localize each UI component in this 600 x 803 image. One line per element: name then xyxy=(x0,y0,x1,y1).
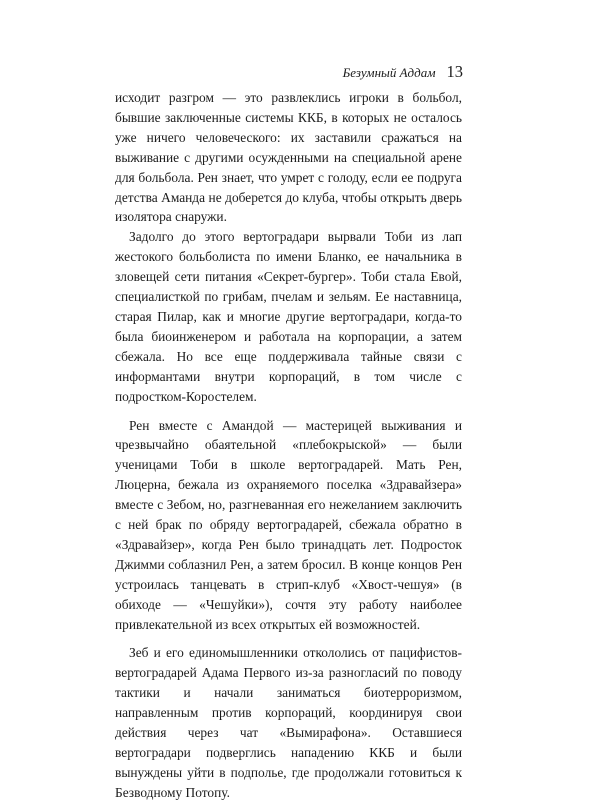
paragraph-4: Зеб и его единомышленники откололись от пацифистов-вертоградарей Адама Первого из-за разногласий по поводу тактики и начали заниматься биотерроризмом, направленным против корпораций, координируя свои действия через чат «Вымирафона». Оставшиеся вертоградари подверглись нападению ККБ и были вынуждены уйти в подполье, где продолжали готовиться к Безводному Потопу. xyxy=(115,645,462,800)
paragraph-2: Задолго до этого вертоградари вырвали Тоби из лап жестокого больболиста по имени Бланко, ее начальника в зловещей сети питания «Секрет-бургер». Тоби стала Евой, специалисткой по грибам, пчелам и зельям. Ее наставница, старая Пилар, как и многие другие вертоградари, когда-то была биоинженером и работала на корпорации, а затем сбежала. Но все еще поддерживала тайные связи с информантами внутри корпораций, в том числе с подростком-Коростелем. xyxy=(115,229,462,404)
paragraph-1: исходит разгром — это развлеклись игроки в больбол, бывшие заключенные системы ККБ, в которых не осталось уже ничего человеческого: их заставили сражаться на выживание с другими осужденными на специальной арене для больбола. Рен знает, что умрет с голоду, если ее подруга детства Аманда не доберется до клуба, чтобы открыть дверь изолятора снаружи. xyxy=(115,90,462,225)
page-number: 13 xyxy=(446,62,463,81)
running-head-title: Безумный Аддам xyxy=(342,65,436,80)
body-text xyxy=(115,88,462,803)
paragraph-3: Рен вместе с Амандой — мастерицей выживания и чрезвычайно обаятельной «плебокрыской» — были ученицами Тоби в школе вертоградарей. Мать Рен, Люцерна, бежала из охраняемого поселка «Здравайзера» вместе с Зебом, но, разгневанная его нежеланием заключить с ней брак по обряду вертоградарей, сбежала обратно в «Здравайзер», когда Рен было тринадцать лет. Подросток Джимми соблазнил Рен, а затем бросил. В конце концов Рен устроилась танцевать в стрип-клуб «Хвост-чешуя» (в обиходе — «Чешуйки»), сочтя эту работу наиболее привлекательной из всех открытых ей возможностей. xyxy=(115,417,462,632)
running-head xyxy=(343,62,463,82)
